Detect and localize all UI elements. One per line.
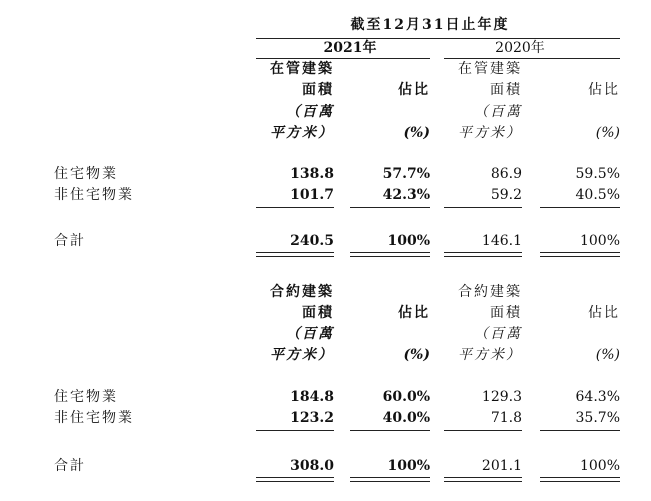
t1-total-double-rule (350, 252, 430, 257)
t1-cell-a2020: 59.2 (490, 187, 522, 203)
t1-row-label: 住宅物業 (54, 166, 118, 182)
t1-total-label: 合計 (54, 233, 86, 249)
t1-cell-a2021: 138.8 (290, 166, 334, 182)
t1-total-a2021: 240.5 (290, 233, 334, 249)
t1-area-header-2020-2: 面積 (490, 82, 522, 98)
t2-cell-a2020: 129.3 (481, 389, 522, 405)
t1-total-double-rule (444, 252, 522, 257)
t1-subtotal-rule (256, 207, 334, 208)
t2-pct-header-1: 佔比 (398, 305, 430, 321)
t2-pct-header-2: (%) (403, 347, 430, 363)
t2-pct-header-2020-2: (%) (595, 347, 620, 363)
t2-total-double-rule (350, 477, 430, 482)
t2-row-label: 非住宅物業 (54, 410, 134, 426)
t1-cell-a2020: 86.9 (490, 166, 522, 182)
t1-total-p2020: 100% (579, 233, 620, 249)
t2-total-double-rule (540, 477, 620, 482)
t1-cell-p2020: 40.5% (575, 187, 620, 203)
t1-area-header-2: 面積 (302, 82, 334, 98)
t1-cell-p2020: 59.5% (575, 166, 620, 182)
t1-area-header-2020-1: 在管建築 (458, 61, 522, 77)
t2-cell-p2020: 64.3% (575, 389, 620, 405)
t1-subtotal-rule (350, 207, 430, 208)
t1-total-double-rule (540, 252, 620, 257)
t2-cell-p2021: 60.0% (382, 389, 430, 405)
t2-total-label: 合計 (54, 458, 86, 474)
t1-area-header-3: （百萬 (286, 104, 334, 120)
t2-total-double-rule (256, 477, 334, 482)
t2-area-header-2: 面積 (302, 305, 334, 321)
t1-total-double-rule (256, 252, 334, 257)
t1-total-a2020: 146.1 (481, 233, 522, 249)
t2-area-header-2020-4: 平方米） (458, 347, 522, 363)
t2-pct-header-2020-1: 佔比 (588, 305, 620, 321)
t2-cell-a2021: 123.2 (290, 410, 334, 426)
t1-cell-p2021: 42.3% (382, 187, 430, 203)
t1-pct-header-2020-1: 佔比 (588, 82, 620, 98)
t1-row-label: 非住宅物業 (54, 187, 134, 203)
year-2020-rule (444, 58, 620, 59)
t1-pct-header-1: 佔比 (398, 82, 430, 98)
t1-area-header-1: 在管建築 (270, 61, 334, 77)
year-2020-header: 2020年 (495, 40, 545, 56)
t2-area-header-1: 合約建築 (270, 284, 334, 300)
t2-area-header-2020-2: 面積 (490, 305, 522, 321)
period-header: 截至12月31日止年度 (350, 17, 510, 33)
year-2021-header: 2021年 (323, 40, 377, 56)
t2-total-p2020: 100% (579, 458, 620, 474)
t1-subtotal-rule (444, 207, 522, 208)
t2-cell-p2020: 35.7% (575, 410, 620, 426)
year-2021-rule (256, 58, 430, 59)
t1-pct-header-2020-2: (%) (595, 125, 620, 141)
t1-total-p2021: 100% (387, 233, 430, 249)
t2-area-header-2020-1: 合約建築 (458, 284, 522, 300)
t1-area-header-2020-4: 平方米） (458, 125, 522, 141)
t2-total-a2021: 308.0 (290, 458, 334, 474)
t2-area-header-4: 平方米） (270, 347, 334, 363)
t2-subtotal-rule (256, 430, 334, 431)
t1-area-header-4: 平方米） (270, 125, 334, 141)
header-rule (256, 38, 620, 39)
t2-cell-a2020: 71.8 (490, 410, 522, 426)
t1-subtotal-rule (540, 207, 620, 208)
t2-total-p2021: 100% (387, 458, 430, 474)
t2-area-header-2020-3: （百萬 (474, 326, 522, 342)
t1-cell-a2021: 101.7 (290, 187, 334, 203)
t2-total-double-rule (444, 477, 522, 482)
t1-pct-header-2: (%) (403, 125, 430, 141)
t2-area-header-3: （百萬 (286, 326, 334, 342)
t1-cell-p2021: 57.7% (382, 166, 430, 182)
t2-subtotal-rule (540, 430, 620, 431)
t2-cell-p2021: 40.0% (382, 410, 430, 426)
t2-subtotal-rule (350, 430, 430, 431)
t2-row-label: 住宅物業 (54, 389, 118, 405)
t1-area-header-2020-3: （百萬 (474, 104, 522, 120)
t2-subtotal-rule (444, 430, 522, 431)
t2-total-a2020: 201.1 (481, 458, 522, 474)
t2-cell-a2021: 184.8 (290, 389, 334, 405)
